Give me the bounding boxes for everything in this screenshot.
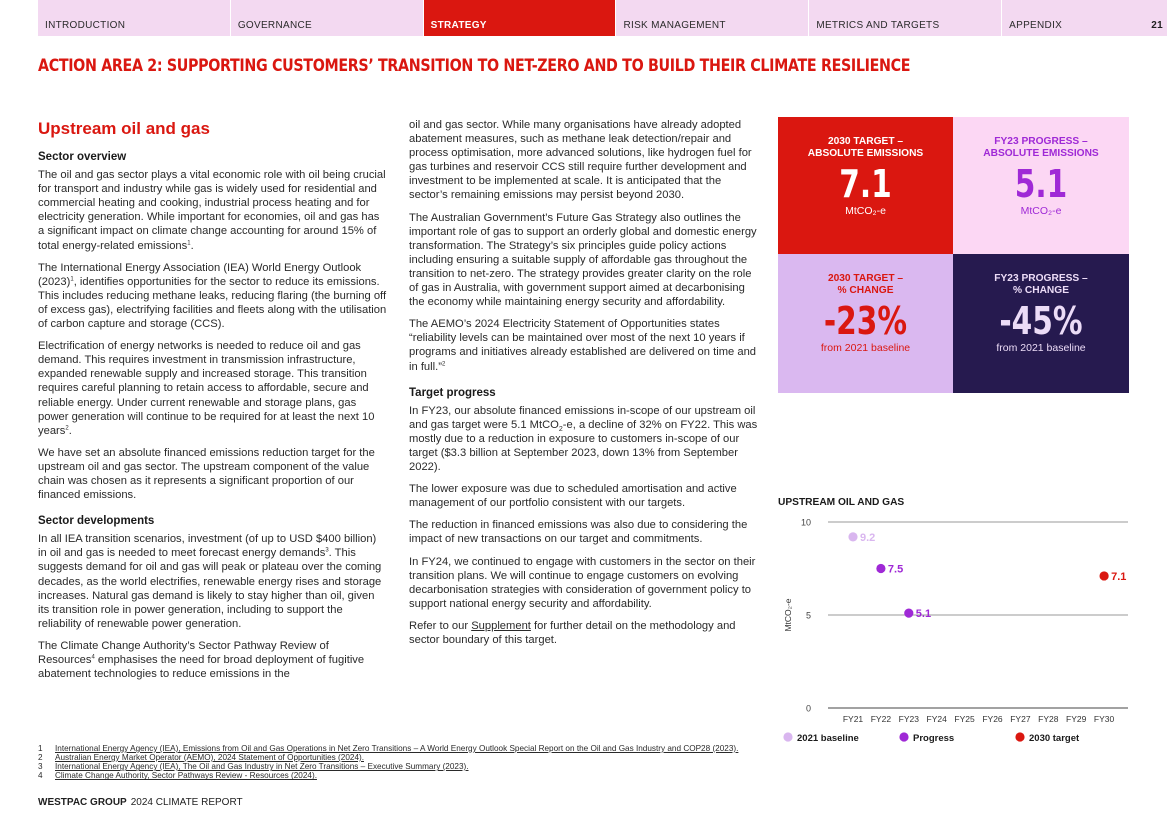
paragraph: The oil and gas sector plays a vital economic role with oil being crucial for transport and industry while gas is widely used for residential and commercial heating and cooking, industrial process heating and for electricity generation. While important for economies, oil and gas has a significant impact on climate change accounting for around 15% of total energy-related emissions$^1$. [38,169,386,252]
sector-developments-heading: Sector developments [38,515,155,528]
footnote: 3 International Energy Agency (IEA), The Oil and Gas Industry in Net Zero Transitions – Executive Summary (2023). [38,762,469,772]
data-label: 7.5 [887,563,904,576]
kpi-unit: from 2021 baseline [996,342,1086,354]
paragraph: In FY24, we continued to engage with customers in the sector on their transition plans. We will continue to engage customers on evolving decarbonisation strategies with consideration of government policy to support national energy security and affordability. [409,555,756,610]
kpi-label: FY23 PROGRESS – [994,273,1088,284]
x-tick-label: FY22 [870,714,892,724]
section-title: Upstream oil and gas [38,119,210,138]
footnotes [38,744,738,780]
kpi-label: % CHANGE [837,285,894,296]
x-tick-label: FY30 [1093,714,1115,724]
kpi-value: -23% [823,299,908,343]
tab-label: METRICS AND TARGETS [816,20,940,31]
data-point [876,564,885,573]
footnote: 2 Australian Energy Market Operator (AEMO), 2024 Statement of Opportunities (2024). [38,753,364,763]
legend-label: 2030 target [1029,733,1080,744]
footer-report: 2024 CLIMATE REPORT [130,797,243,808]
data-label: 9.2 [860,531,876,544]
page-title: ACTION AREA 2: SUPPORTING CUSTOMERS’ TRANSITION TO NET-ZERO AND TO BUILD THEIR CLIMATE RESILIENCE [38,56,911,75]
kpi-value: 7.1 [839,162,892,206]
x-tick-label: FY21 [842,714,864,724]
page-footer [38,797,243,808]
paragraph: The AEMO’s 2024 Electricity Statement of Opportunities states “reliability levels can be maintained over most of the next 10 years if programs and initiatives already established are delivered on time and in full.”$^2$ [409,318,757,373]
kpi-value: -45% [999,299,1083,343]
page-number: 21 [1151,20,1163,31]
kpi-label: % CHANGE [1012,285,1070,296]
tab-label: STRATEGY [430,20,487,31]
kpi-2030-target-absolute [778,117,953,254]
paragraph: The lower exposure was due to scheduled amortisation and active management of our portfolio consistent with our targets. [409,483,737,510]
x-tick-label: FY23 [898,714,919,724]
tab-governance[interactable] [231,0,423,36]
kpi-unit: from 2021 baseline [820,342,911,354]
legend-swatch [899,732,908,741]
paragraph: The reduction in financed emissions was also due to considering the impact of new transactions on our target and commitments. [409,519,748,546]
kpi-unit: MtCO₂-e [845,205,886,217]
emissions-chart [778,510,1130,750]
x-tick-label: FY25 [954,714,975,724]
tab-strategy[interactable] [424,0,616,36]
y-tick-label: 5 [805,610,811,621]
x-tick-label: FY29 [1066,714,1087,724]
tab-metrics-and-targets[interactable] [809,0,1001,36]
tab-label: APPENDIX [1009,20,1063,31]
footnote-link[interactable]: International Energy Agency (IEA), Emissions from Oil and Gas Operations in Net Zero Transitions – A World Energy Outlook Special Report on the Oil and Gas Industry and COP28 (2023). [55,744,739,753]
kpi-label: FY23 PROGRESS – [994,136,1088,147]
tab-label: GOVERNANCE [237,20,312,31]
data-label: 5.1 [915,608,932,621]
paragraph: The International Energy Association (IEA) World Energy Outlook $(2023)^1$, identifies opportunities for the sector to reduce its emissions. This includes reducing methane leaks, reducing flaring (the burning off of excess gas), electrifying facilities and fleets along with the utilisation of carbon capture and storage (CCS). [38,261,387,331]
paragraph: In FY23, our absolute financed emissions in-scope of our upstream oil and gas target were 5.1 MtCO$_2$-e, a decline of 32% on FY22. This was mostly due to a reduction in exposure to customers in-scope of our target ($3.3 billion at September 2023, down 13% from September 2022). [409,404,758,474]
sector-overview-heading: Sector overview [38,151,127,163]
paragraph: The Climate Change Authority’s Sector Pathway Review of Resources$^4$ emphasises the need for broad deployment of fugitive abatement technologies to reduce emissions in the [38,639,365,681]
tab-label: RISK MANAGEMENT [623,20,726,31]
footnote: 4 Climate Change Authority, Sector Pathways Review - Resources (2024). [38,771,317,781]
kpi-2030-target-change [778,254,953,393]
paragraph: Electrification of energy networks is needed to reduce oil and gas demand. This requires investment in transmission infrastructure, expanded renewable supply and increased storage. This transition requires careful planning to retain access to affordable, secure and reliable energy. Under current renewable and storage plans, gas power generation will continue to be required for at least the next 10 years$^2$. [38,340,375,437]
tab-appendix[interactable] [1002,0,1167,36]
x-tick-label: FY24 [926,714,947,724]
footnote-link[interactable]: Climate Change Authority, Sector Pathways Review - Resources (2024). [55,771,317,781]
kpi-unit: MtCO₂-e [1020,205,1062,217]
kpi-label: 2030 TARGET – [827,273,904,284]
paragraph: The Australian Government’s Future Gas Strategy also outlines the important role of gas to support an orderly global and domestic energy transformation. The Strategy’s six principles guide policy actions including ensuring a suitable supply of affordable gas throughout the transition to net-zero. The strategy provides greater clarity on the role of gas in Australia, with government support aimed at decarbonising the economy while maintaining energy security and affordability. [409,211,757,309]
kpi-grid [778,117,1129,393]
legend-label: 2021 baseline [797,733,859,744]
top-nav [38,0,1168,36]
legend-swatch [1015,732,1024,741]
data-point [904,609,913,618]
footer-brand: WESTPAC GROUP [38,797,127,808]
tab-introduction[interactable] [38,0,230,36]
y-axis-label: MtCO₂-e [783,598,793,632]
y-tick-label: 0 [805,703,811,714]
supplement-link[interactable]: Supplement [471,619,531,632]
text-column-2 [409,118,761,655]
kpi-label: ABSOLUTE EMISSIONS [983,148,1099,159]
x-tick-label: FY28 [1038,714,1059,724]
kpi-label: 2030 TARGET – [827,136,904,147]
legend-label: Progress [913,733,955,744]
paragraph: oil and gas sector. While many organisations have already adopted abatement measures, such as methane leak detection/repair and process optimisation, more advanced solutions, like hydrogen fuel for gas turbines and reservoir CCS still require further development and investment to be implemented at scale. It is anticipated that the sector’s remaining emissions may persist beyond 2030. [409,119,752,202]
x-tick-label: FY27 [1010,714,1031,724]
kpi-fy23-progress-change [953,254,1129,393]
data-point [1100,571,1109,580]
kpi-value: 5.1 [1014,162,1068,206]
footnote: 1 International Energy Agency (IEA), Emissions from Oil and Gas Operations in Net Zero Transitions – A World Energy Outlook Special Report on the Oil and Gas Industry and COP28 (2023). [38,744,739,753]
footnote-link[interactable]: Australian Energy Market Operator (AEMO), 2024 Statement of Opportunities (2024). [55,753,364,763]
kpi-fy23-progress-absolute [953,117,1129,254]
paragraph: Refer to our Supplement for further detail on the methodology and sector boundary of this target. [409,619,736,646]
legend-swatch [783,732,792,741]
x-tick-label: FY26 [982,714,1003,724]
footnote-link[interactable]: International Energy Agency (IEA), The Oil and Gas Industry in Net Zero Transitions – Executive Summary (2023). [55,762,469,772]
y-tick-label: 10 [800,517,811,528]
data-point [848,532,857,541]
target-progress-heading: Target progress [409,386,496,399]
text-column-1 [38,118,388,689]
kpi-label: ABSOLUTE EMISSIONS [807,148,924,159]
paragraph: In all IEA transition scenarios, investment (of up to USD $400 billion) in oil and gas is needed to meet forecast energy demands$^3$. This suggests demand for oil and gas will peak or plateau over the coming decades, as the world electrifies, renewable energy rises and storage increases. Natural gas demand is likely to stay higher than oil, given its transition role in power generation, including to support the reliability of renewable power generation. [38,533,382,630]
data-label: 7.1 [1111,570,1127,583]
tab-risk-management[interactable] [616,0,808,36]
tab-label: INTRODUCTION [45,20,126,31]
paragraph: We have set an absolute financed emissions reduction target for the upstream oil and gas sector. The upstream component of the value chain was chosen as it represents a significant proportion of our financed emissions. [38,446,375,502]
chart-title: UPSTREAM OIL AND GAS [778,497,905,508]
